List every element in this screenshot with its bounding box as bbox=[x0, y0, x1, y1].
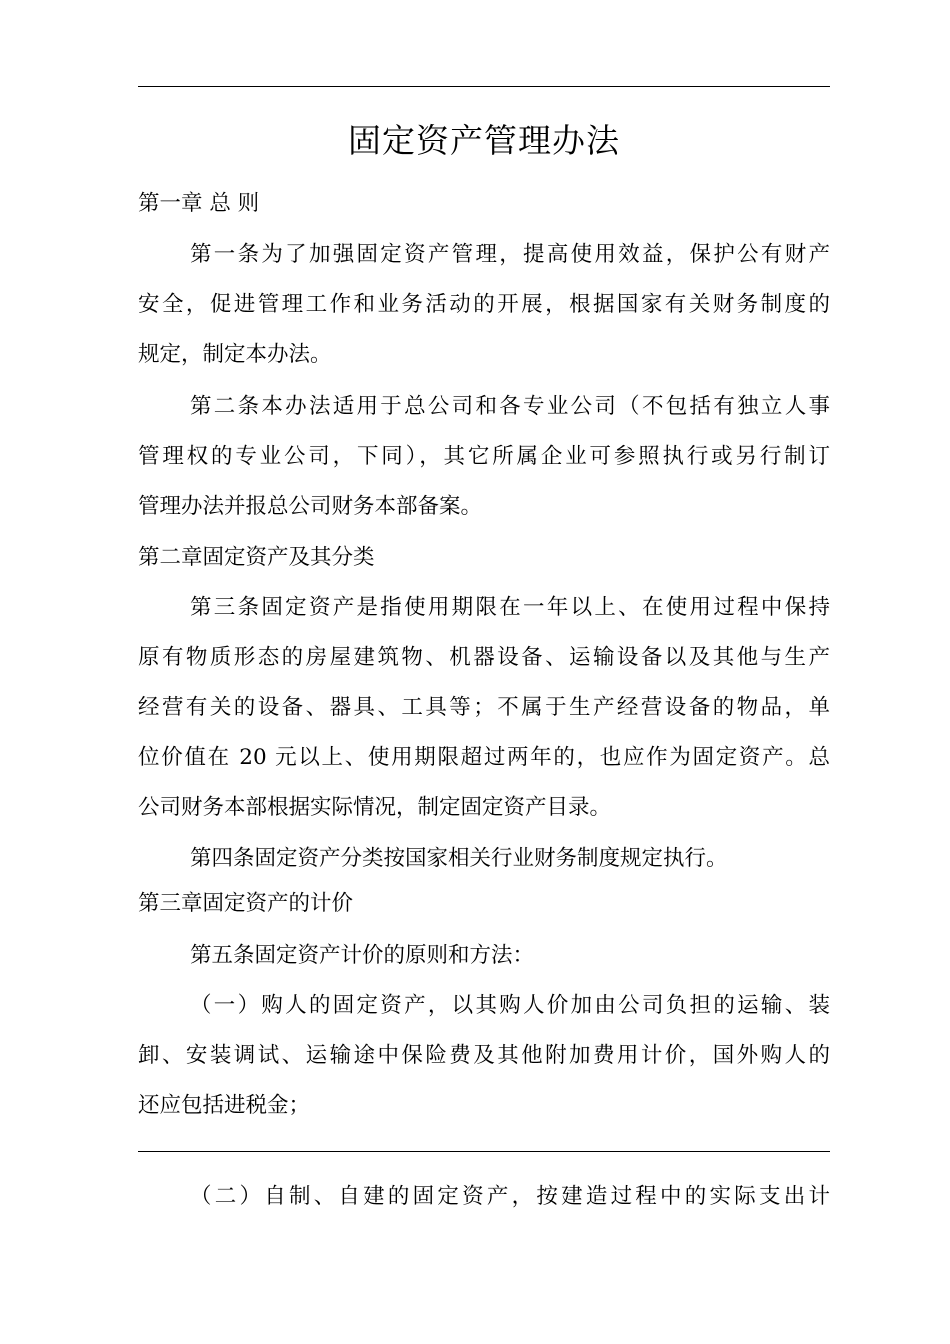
paragraph-line: 第四条固定资产分类按国家相关行业财务制度规定执行。 bbox=[190, 846, 728, 871]
paragraph-line: 管理办法并报总公司财务本部备案。 bbox=[138, 494, 483, 519]
paragraph-line: 位价值在 20 元以上、使用期限超过两年的，也应作为固定资产。总 bbox=[138, 745, 830, 770]
paragraph-line: 第三条固定资产是指使用期限在一年以上、在使用过程中保持 bbox=[190, 595, 830, 620]
paragraph-line: 第二条本办法适用于总公司和各专业公司（不包括有独立人事 bbox=[190, 394, 830, 419]
paragraph-line: 规定，制定本办法。 bbox=[138, 342, 332, 367]
paragraph-line: （二）自制、自建的固定资产，按建造过程中的实际支出计 bbox=[190, 1184, 830, 1209]
paragraph-line: 第五条固定资产计价的原则和方法： bbox=[190, 943, 535, 968]
page-break-rule bbox=[138, 1151, 830, 1152]
paragraph-line: 第一条为了加强固定资产管理，提高使用效益，保护公有财产 bbox=[190, 242, 830, 267]
paragraph-line: 经营有关的设备、器具、工具等；不属于生产经营设备的物品，单 bbox=[138, 695, 830, 720]
paragraph-line: 原有物质形态的房屋建筑物、机器设备、运输设备以及其他与生产 bbox=[138, 645, 830, 670]
page-title: 固定资产管理办法 bbox=[348, 121, 620, 160]
header-rule bbox=[138, 86, 830, 87]
chapter-heading: 第一章 总 则 bbox=[138, 191, 260, 216]
paragraph-line: （一）购人的固定资产，以其购人价加由公司负担的运输、装 bbox=[190, 993, 830, 1018]
chapter-heading: 第三章固定资产的计价 bbox=[138, 891, 354, 916]
paragraph-line: 公司财务本部根据实际情况，制定固定资产目录。 bbox=[138, 795, 612, 820]
paragraph-line: 还应包括进税金； bbox=[138, 1093, 311, 1118]
paragraph-line: 管理权的专业公司，下同），其它所属企业可参照执行或另行制订 bbox=[138, 444, 830, 469]
paragraph-line: 卸、安装调试、运输途中保险费及其他附加费用计价，国外购人的 bbox=[138, 1043, 830, 1068]
paragraph-line: 安全，促进管理工作和业务活动的开展，根据国家有关财务制度的 bbox=[138, 292, 830, 317]
chapter-heading: 第二章固定资产及其分类 bbox=[138, 545, 375, 570]
